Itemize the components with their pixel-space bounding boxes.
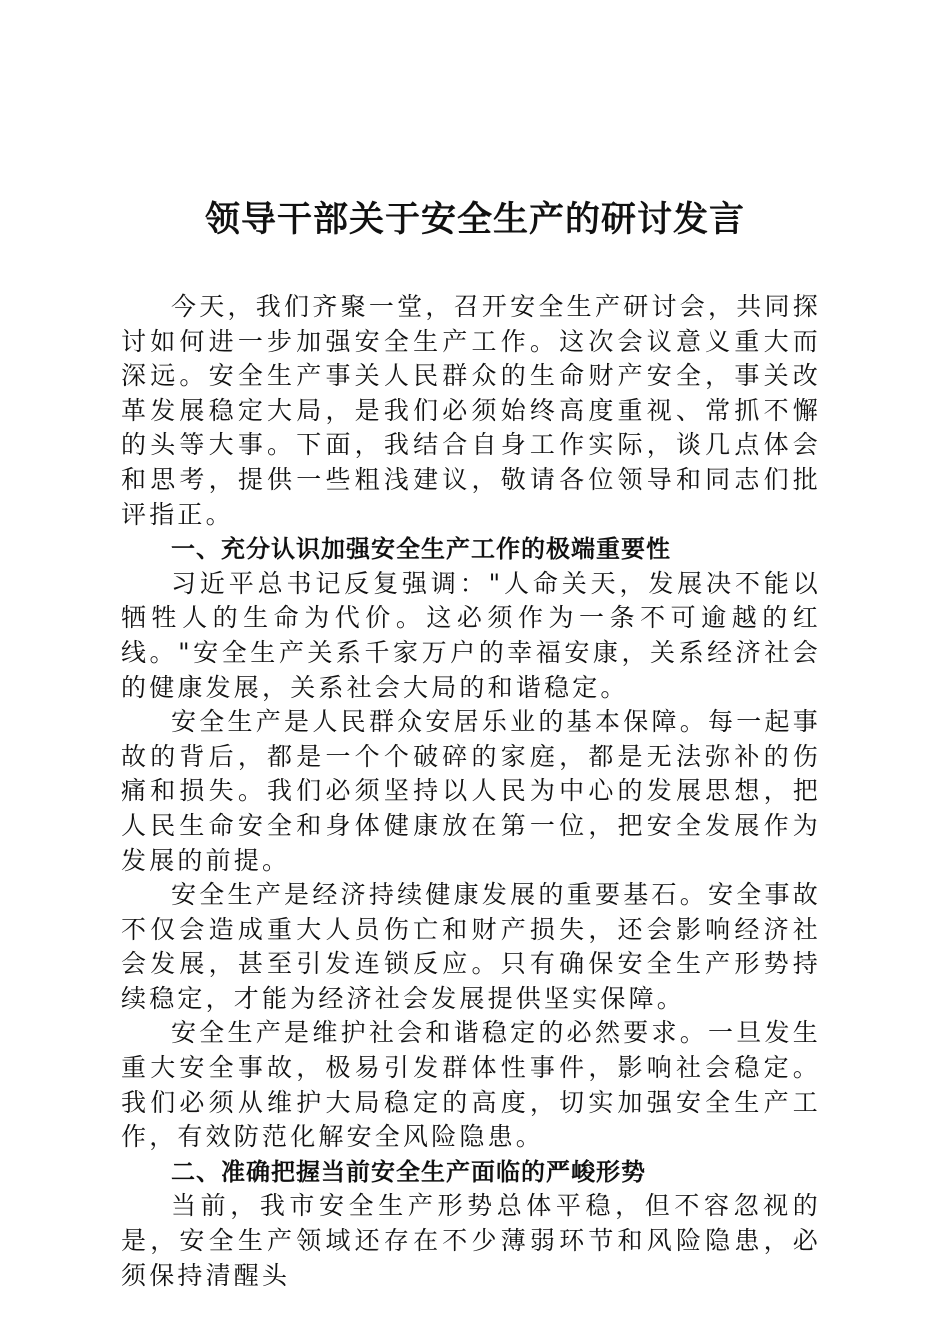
document-body bbox=[121, 290, 821, 1293]
section-1-paragraph-2: 安全生产是人民群众安居乐业的基本保障。每一起事故的背后，都是一个个破碎的家庭，都是无法弥补的伤痛和损失。我们必须坚持以人民为中心的发展思想，把人民生命安全和身体健康放在第一位，把安全发展作为发展的前提。 bbox=[121, 707, 821, 875]
section-2-paragraph-1: 当前，我市安全生产形势总体平稳，但不容忽视的是，安全生产领域还存在不少薄弱环节和风险隐患，必须保持清醒头 bbox=[121, 1191, 821, 1290]
intro-paragraph: 今天，我们齐聚一堂，召开安全生产研讨会，共同探讨如何进一步加强安全生产工作。这次会议意义重大而深远。安全生产事关人民群众的生命财产安全，事关改革发展稳定大局，是我们必须始终高度重视、常抓不懈的头等大事。下面，我结合自身工作实际，谈几点体会和思考，提供一些粗浅建议，敬请各位领导和同志们批评指正。 bbox=[121, 292, 821, 529]
section-1-paragraph-4: 安全生产是维护社会和谐稳定的必然要求。一旦发生重大安全事故，极易引发群体性事件，影响社会稳定。我们必须从维护大局稳定的高度，切实加强安全生产工作，有效防范化解安全风险隐患。 bbox=[121, 1018, 821, 1152]
section-1-paragraph-3: 安全生产是经济持续健康发展的重要基石。安全事故不仅会造成重大人员伤亡和财产损失，还会影响经济社会发展，甚至引发连锁反应。只有确保安全生产形势持续稳定，才能为经济社会发展提供坚实保障。 bbox=[121, 880, 821, 1013]
document-title: 领导干部关于安全生产的研讨发言 bbox=[204, 199, 745, 240]
section-heading-1: 一、充分认识加强安全生产工作的极端重要性 bbox=[171, 535, 671, 564]
section-heading-2: 二、准确把握当前安全生产面临的严峻形势 bbox=[171, 1157, 646, 1186]
section-1-paragraph-1: 习近平总书记反复强调："人命关天，发展决不能以牺牲人的生命为代价。这必须作为一条不可逾越的红线。"安全生产关系千家万户的幸福安康，关系经济社会的健康发展，关系社会大局的和谐稳定。 bbox=[121, 568, 821, 702]
